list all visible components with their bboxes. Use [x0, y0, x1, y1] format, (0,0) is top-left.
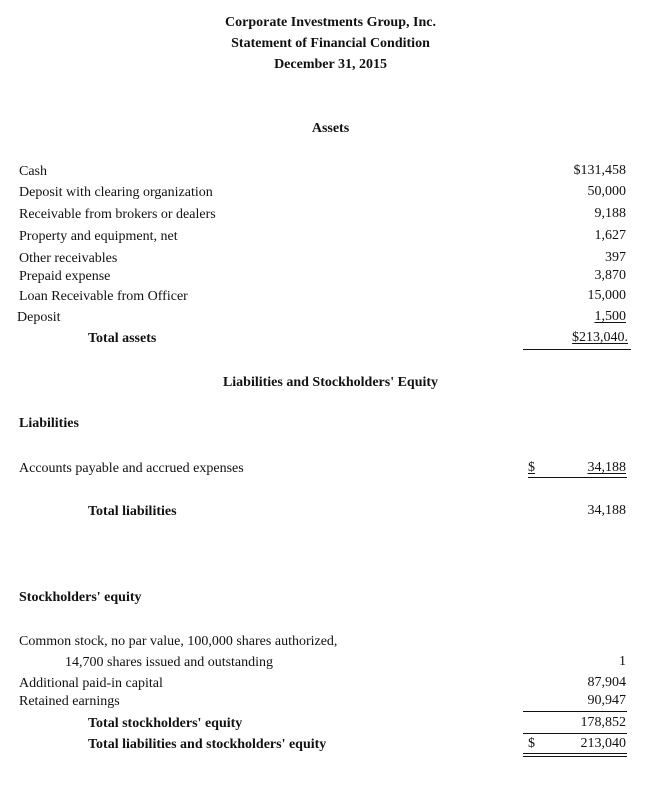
total-assets-amount: $213,040. [572, 330, 628, 345]
asset-label: Receivable from brokers or dealers [19, 207, 216, 222]
total-equity-amount: 178,852 [580, 715, 626, 730]
asset-amount: 15,000 [587, 288, 626, 303]
statement-title: Statement of Financial Condition [231, 36, 430, 51]
common-stock-shares: 14,700 shares issued and outstanding [65, 655, 274, 670]
asset-label: Deposit with clearing organization [19, 185, 213, 200]
total-equity-label: Total stockholders' equity [88, 716, 243, 731]
statement-date: December 31, 2015 [274, 57, 387, 72]
total-liabilities-label: Total liabilities [88, 504, 177, 519]
asset-label: Deposit [17, 310, 61, 325]
accounts-payable-label: Accounts payable and accrued expenses [19, 461, 244, 476]
assets-heading: Assets [311, 121, 350, 136]
common-stock-amount: 1 [619, 654, 626, 669]
grand-total-rule-2 [523, 756, 627, 757]
asset-label: Property and equipment, net [19, 229, 178, 244]
grand-total-label: Total liabilities and stockholders' equity [88, 737, 327, 752]
total-equity-rule [523, 733, 627, 734]
total-assets-label: Total assets [88, 331, 157, 346]
accounts-payable-rule [528, 477, 627, 478]
accounts-payable-currency: $ [528, 460, 535, 475]
company-name: Corporate Investments Group, Inc. [225, 15, 436, 30]
asset-amount: 397 [605, 250, 626, 265]
asset-label: Cash [19, 164, 47, 179]
apic-label: Additional paid-in capital [19, 676, 163, 691]
asset-amount: 9,188 [594, 206, 626, 221]
retained-earnings-rule [523, 711, 627, 712]
total-liabilities-amount: 34,188 [587, 503, 626, 518]
asset-amount: $131,458 [573, 163, 626, 178]
equity-heading: Stockholders' equity [19, 590, 142, 605]
total-assets-rule [523, 349, 631, 350]
liabilities-heading: Liabilities [19, 416, 79, 431]
asset-label: Loan Receivable from Officer [19, 289, 188, 304]
asset-label: Other receivables [19, 251, 118, 266]
liabilities-equity-heading: Liabilities and Stockholders' Equity [222, 375, 439, 390]
grand-total-currency: $ [528, 736, 535, 751]
accounts-payable-amount: 34,188 [587, 460, 626, 475]
asset-amount: 1,627 [594, 228, 626, 243]
common-stock-label: Common stock, no par value, 100,000 shares authorized, [19, 634, 338, 649]
retained-earnings-label: Retained earnings [19, 694, 120, 709]
retained-earnings-amount: 90,947 [587, 693, 626, 708]
apic-amount: 87,904 [587, 675, 626, 690]
grand-total-rule-1 [523, 753, 627, 754]
asset-amount: 50,000 [587, 184, 626, 199]
asset-amount: 3,870 [594, 268, 626, 283]
asset-amount: 1,500 [594, 309, 626, 324]
grand-total-amount: 213,040 [580, 736, 626, 751]
asset-label: Prepaid expense [19, 269, 111, 284]
